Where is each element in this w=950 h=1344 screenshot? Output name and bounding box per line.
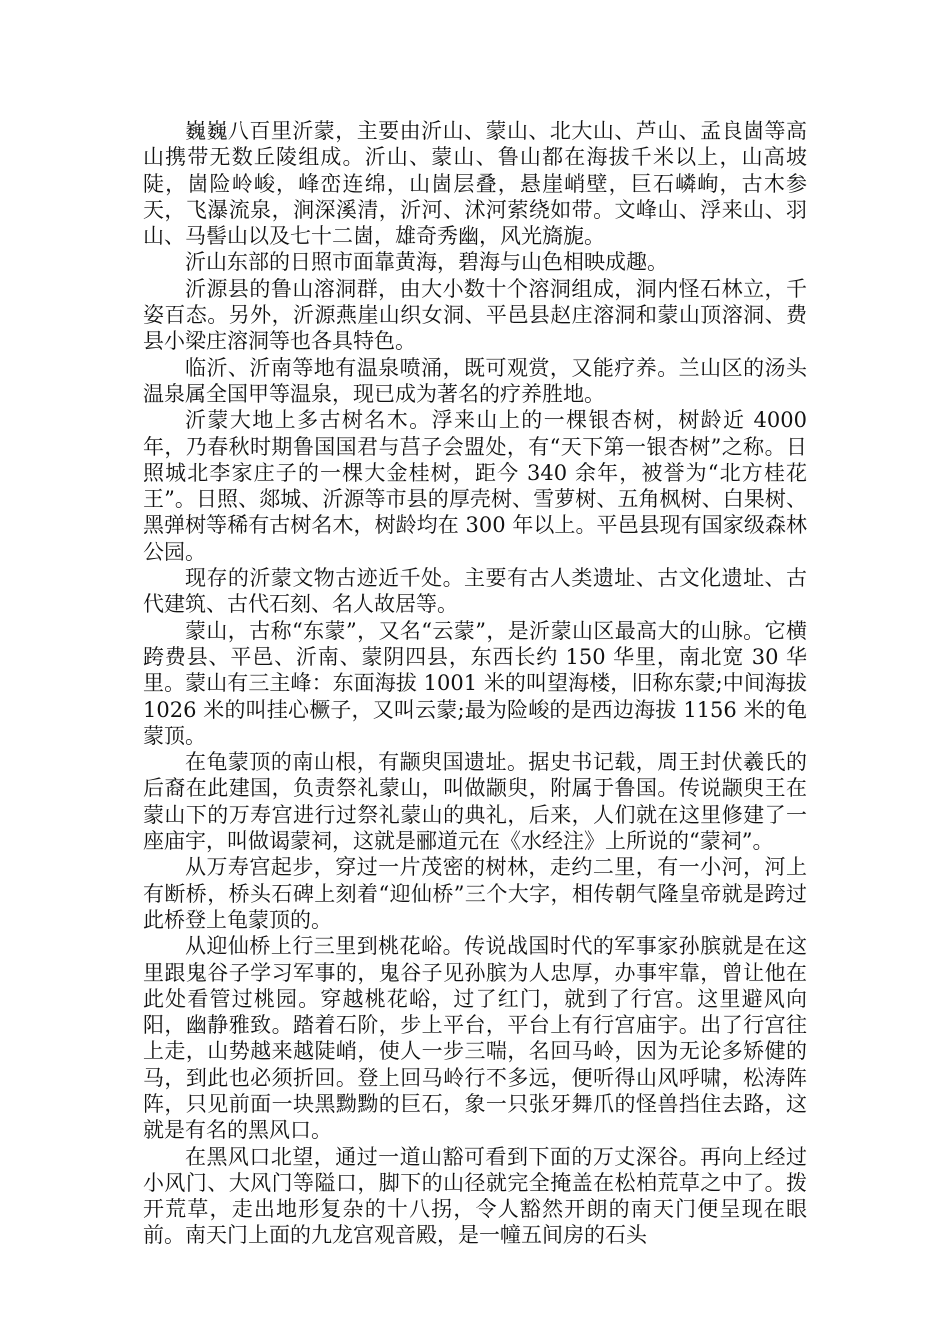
paragraph-11: 在黑风口北望，通过一道山豁可看到下面的万丈深谷。再向上经过小风门、大风门等隘口，脚下的山径就完全掩盖在松柏荒草之中了。拨开荒草，走出地形复杂的十八拐，令人豁然开朗的南天门便呈现在眼前。南天门上面的九龙宫观音殿，是一幢五间房的石头 [143,1144,807,1248]
paragraph-2: 沂山东部的日照市面靠黄海，碧海与山色相映成趣。 [185,250,668,275]
paragraph-3: 沂源县的鲁山溶洞群，由大小数十个溶洞组成，洞内怪石林立，千姿百态。另外，沂源燕崖山织女洞、平邑县赵庄溶洞和蒙山顶溶洞、费县小梁庄溶洞等也各具特色。 [143,276,807,354]
paragraph-10: 从迎仙桥上行三里到桃花峪。传说战国时代的军事家孙膑就是在这里跟鬼谷子学习军事的，鬼谷子见孙膑为人忠厚，办事牢靠，曾让他在此处看管过桃园。穿越桃花峪，过了红门，就到了行宫。这里避风向阳，幽静雅致。踏着石阶，步上平台，平台上有行宫庙宇。出了行宫往上走，山势越来越陡峭，使人一步三喘，名回马岭，因为无论多矫健的马，到此也必须折回。登上回马岭行不多远，便听得山风呼啸，松涛阵阵，只见前面一块黑黝黝的巨石，象一只张牙舞爪的怪兽挡住去路，这就是有名的黑风口。 [143,934,807,1143]
document-body [143,118,807,1249]
paragraph-6: 现存的沂蒙文物古迹近千处。主要有古人类遗址、古文化遗址、古代建筑、古代石刻、名人故居等。 [143,566,807,617]
paragraph-9: 从万寿宫起步，穿过一片茂密的树林，走约二里，有一小河，河上有断桥，桥头石碑上刻着“迎仙桥”三个大字，相传朝气隆皇帝就是跨过此桥登上龟蒙顶的。 [143,855,807,932]
paragraph-4: 临沂、沂南等地有温泉喷涌，既可观赏，又能疗养。兰山区的汤头温泉属全国甲等温泉，现已成为著名的疗养胜地。 [143,355,807,406]
paragraph-8: 在龟蒙顶的南山根，有颛臾国遗址。据史书记载，周王封伏羲氏的后裔在此建国，负责祭礼蒙山，叫做颛臾，附属于鲁国。传说颛臾王在蒙山下的万寿宫进行过祭礼蒙山的典礼，后来，人们就在这里修建了一座庙宇，叫做谒蒙祠，这就是郦道元在《水经注》上所说的“蒙祠”。 [143,750,807,854]
paragraph-1: 巍巍八百里沂蒙，主要由沂山、蒙山、北大山、芦山、孟良崮等高山携带无数丘陵组成。沂山、蒙山、鲁山都在海拔千米以上，山高坡陡，崮险岭峻，峰峦连绵，山崮层叠，悬崖峭壁，巨石嶙峋，古木参天，飞瀑流泉，涧深溪清，沂河、沭河萦绕如带。文峰山、浮来山、羽山、马髻山以及七十二崮，雄奇秀幽，风光旖旎。 [143,119,807,249]
paragraph-5: 沂蒙大地上多古树名木。浮来山上的一棵银杏树，树龄近 4000 年，乃春秋时期鲁国国君与莒子会盟处，有“天下第一银杏树”之称。日照城北李家庄子的一棵大金桂树，距今 340 余年，被誉为“北方桂花王”。日照、郯城、沂源等市县的厚壳树、雪萝树、五角枫树、白果树、黑弹树等稀有古树名木，树龄均在 300 年以上。平邑县现有国家级森林公园。 [143,408,807,564]
paragraph-7: 蒙山，古称“东蒙”，又名“云蒙”，是沂蒙山区最高大的山脉。它横跨费县、平邑、沂南、蒙阴四县，东西长约 150 华里，南北宽 30 华里。蒙山有三主峰：东面海拔 1001 米的叫望海楼，旧称东蒙;中间海拔 1026 米的叫挂心橛子，又叫云蒙;最为险峻的是西边海拔 1156 米的龟蒙顶。 [143,618,807,748]
